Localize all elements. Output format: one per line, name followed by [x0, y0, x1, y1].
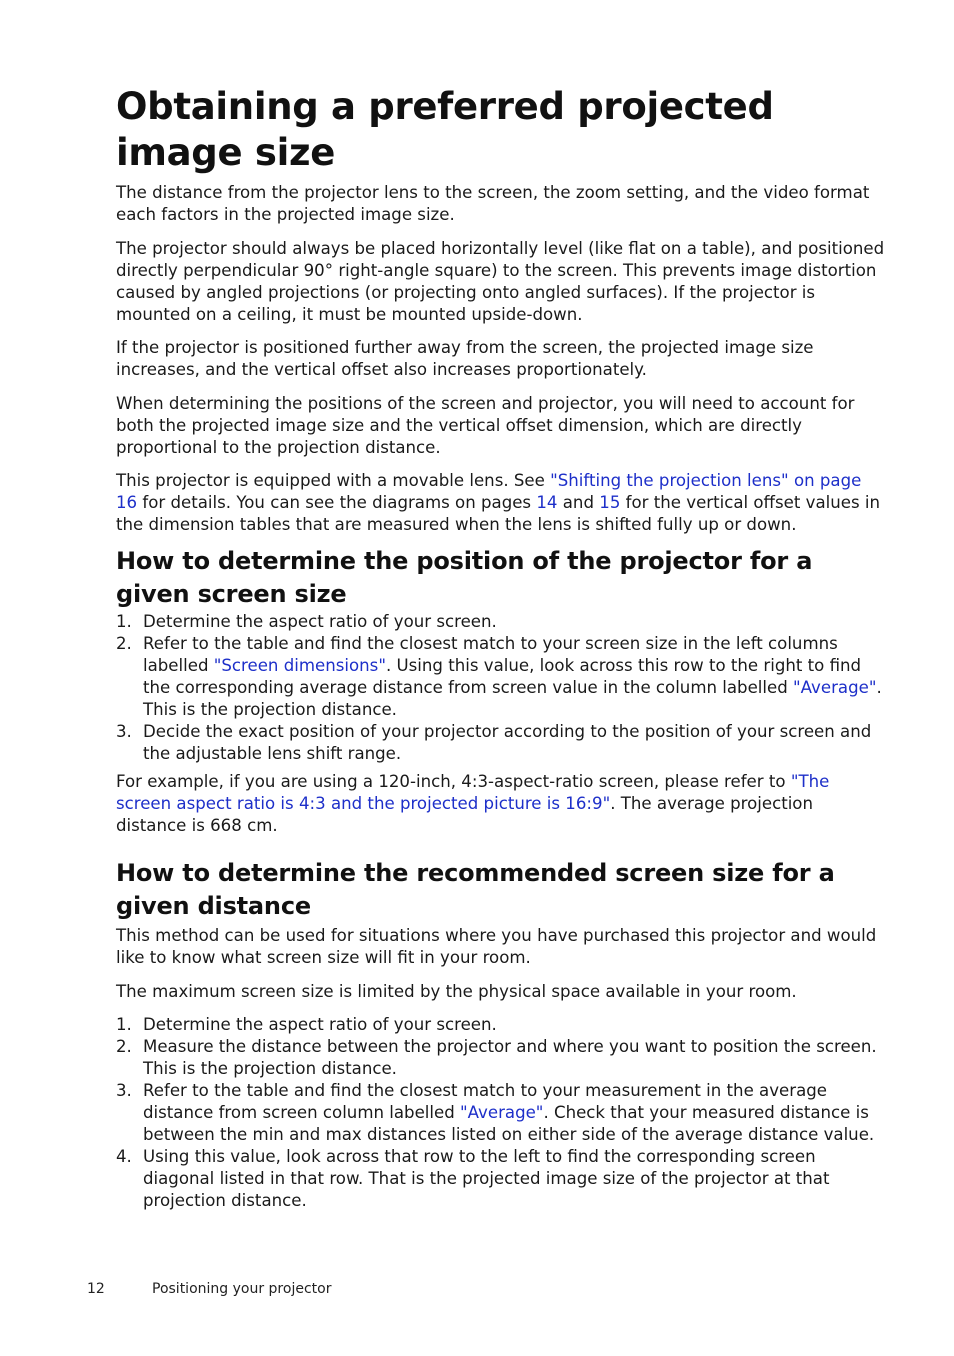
intro-paragraph-3: If the projector is positioned further away from the screen, the projected image size increases, and the vertical offset also increases proportionately. [116, 338, 814, 379]
page-footer [87, 1279, 331, 1299]
link-page-15[interactable]: 15 [599, 493, 621, 512]
limit-paragraph: The maximum screen size is limited by the physical space available in your room. [116, 982, 797, 1001]
list-item: 2. Refer to the table and find the closest match to your screen size in the left columns labelled "Screen dimensions". Using this value, look across this row to the right to find the corresponding average distance from screen value in the column labelled "Average". This is the projection distance. [116, 634, 882, 719]
list-item: 1. Determine the aspect ratio of your screen. [116, 1015, 497, 1034]
link-page-14[interactable]: 14 [536, 493, 558, 512]
steps-list-position [116, 611, 886, 765]
list-item: 1. Determine the aspect ratio of your screen. [116, 612, 497, 631]
intro-paragraph-4: When determining the positions of the screen and projector, you will need to account for both the projected image size and the vertical offset dimension, which are directly proportional to the projection distance. [116, 394, 855, 457]
list-item: 2. Measure the distance between the projector and where you want to position the screen. This is the projection distance. [116, 1037, 877, 1078]
link-shifting-lens[interactable]: "Shifting the projection lens" on page 16 [116, 471, 862, 512]
list-item: 4. Using this value, look across that row to the left to find the corresponding screen diagonal listed in that row. That is the projected image size of the projector at that projection distance. [116, 1147, 830, 1210]
list-item: 3. Decide the exact position of your projector according to the position of your screen and the adjustable lens shift range. [116, 722, 872, 763]
section-heading-position: How to determine the position of the projector for a given screen size [116, 547, 813, 608]
link-screen-dimensions[interactable]: "Screen dimensions" [213, 656, 386, 675]
link-aspect-ratio-table[interactable]: "The screen aspect ratio is 4:3 and the projected picture is 16:9" [116, 772, 830, 813]
footer-section-title: Positioning your projector [152, 1281, 332, 1297]
intro-paragraph-1: The distance from the projector lens to the screen, the zoom setting, and the video format each factors in the projected image size. [116, 183, 870, 224]
list-item: 3. Refer to the table and find the closest match to your measurement in the average distance from screen column labelled "Average". Check that your measured distance is between the min and max distances listed on either side of the average distance value. [116, 1081, 875, 1144]
intro-paragraph-2: The projector should always be placed horizontally level (like flat on a table), and positioned directly perpendicular 90° right-angle square) to the screen. This prevents image distortion caused by angled projections (or projecting onto angled surfaces). If the projector is mounted on a ceiling, it must be mounted upside-down. [116, 239, 885, 324]
lens-paragraph: This projector is equipped with a movable lens. See "Shifting the projection lens" on page 16 for details. You can see the diagrams on pages 14 and 15 for the vertical offset values in the dimension tables that are measured when the lens is shifted fully up or down. [116, 471, 881, 534]
link-average[interactable]: "Average" [793, 678, 877, 697]
method-paragraph: This method can be used for situations where you have purchased this projector and would like to know what screen size will fit in your room. [116, 926, 877, 967]
page-title: Obtaining a preferred projected image size [116, 85, 774, 174]
example-paragraph: For example, if you are using a 120-inch, 4:3-aspect-ratio screen, please refer to "The screen aspect ratio is 4:3 and the projected picture is 16:9". The average projection distance is 668 cm. [116, 772, 830, 835]
page-content [116, 84, 886, 1212]
link-average[interactable]: "Average" [460, 1103, 544, 1122]
page-number: 12 [87, 1281, 105, 1297]
section-heading-screen-size: How to determine the recommended screen size for a given distance [116, 859, 835, 920]
steps-list-screen-size [116, 1014, 886, 1212]
